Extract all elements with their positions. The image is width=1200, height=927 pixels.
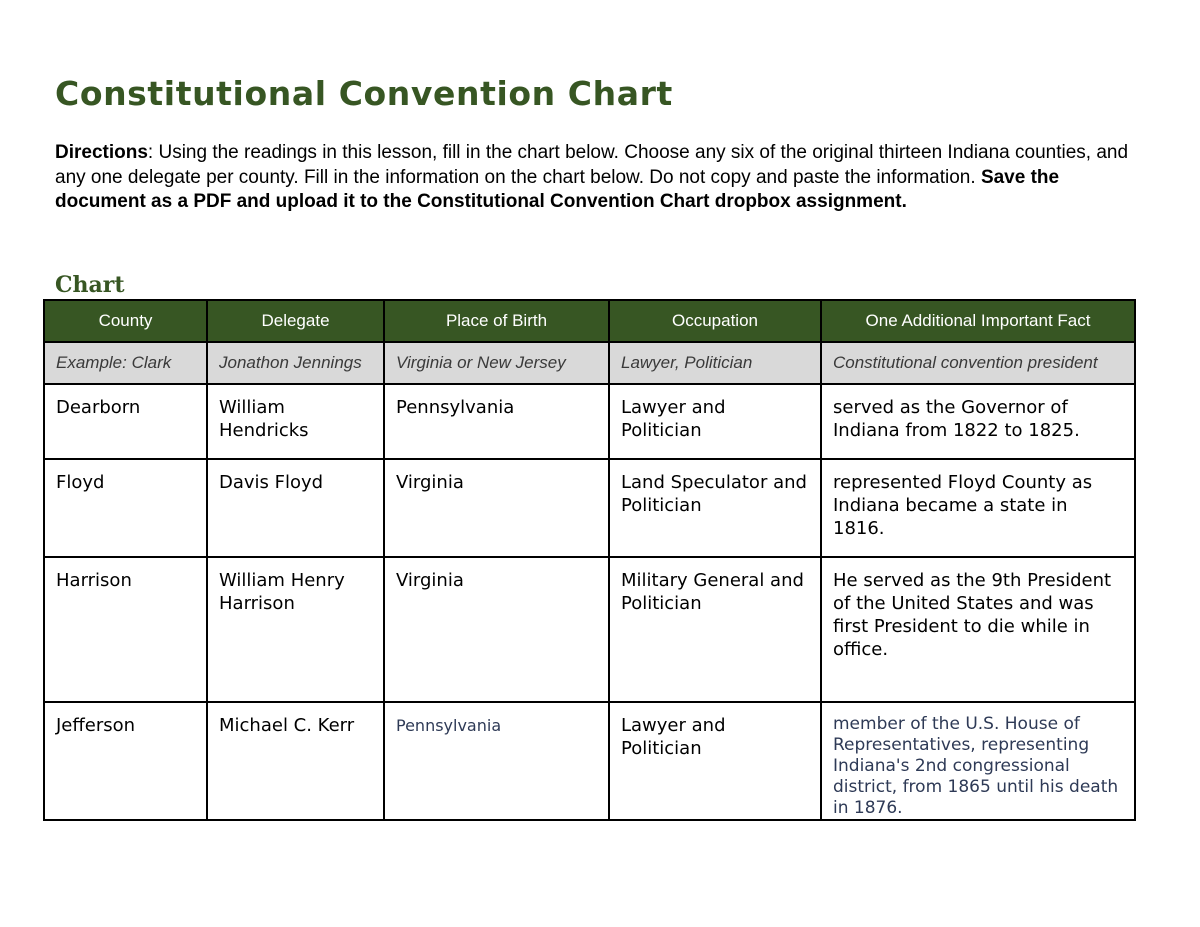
cell-occupation[interactable]: Lawyer and Politician [609,702,821,820]
directions-paragraph [55,141,1145,215]
example-county: Example: Clark [44,342,207,384]
cell-place-of-birth[interactable]: Virginia [384,459,609,557]
cell-occupation[interactable]: Military General and Politician [609,557,821,702]
cell-place-of-birth[interactable]: Pennsylvania [384,384,609,459]
section-heading-chart: Chart [55,272,125,298]
cell-delegate[interactable]: Davis Floyd [207,459,384,557]
header-additional-fact: One Additional Important Fact [821,300,1135,342]
cell-delegate[interactable]: William Hendricks [207,384,384,459]
example-fact: Constitutional convention president [821,342,1135,384]
directions-text: Using the readings in this lesson, fill in the chart below. Choose any six of the original thirteen Indiana counties, and any one delegate per county. Fill in the information on the chart below. Do not copy and paste the information. [55,142,1129,188]
cell-county[interactable]: Floyd [44,459,207,557]
cell-place-of-birth[interactable]: Pennsylvania [384,702,609,820]
cell-delegate[interactable]: Michael C. Kerr [207,702,384,820]
table-row [44,384,1135,459]
table-header-row [44,300,1135,342]
cell-fact[interactable]: represented Floyd County as Indiana became a state in 1816. [821,459,1135,557]
example-occupation: Lawyer, Politician [609,342,821,384]
cell-occupation[interactable]: Lawyer and Politician [609,384,821,459]
cell-occupation[interactable]: Land Speculator and Politician [609,459,821,557]
cell-county[interactable]: Harrison [44,557,207,702]
table-row [44,459,1135,557]
table-row [44,702,1135,820]
cell-county[interactable]: Dearborn [44,384,207,459]
cell-fact[interactable]: served as the Governor of Indiana from 1822 to 1825. [821,384,1135,459]
cell-fact[interactable]: member of the U.S. House of Representatives, representing Indiana's 2nd congressional district, from 1865 until his death in 1876. [821,702,1135,820]
header-place-of-birth: Place of Birth [384,300,609,342]
cell-county[interactable]: Jefferson [44,702,207,820]
convention-table [43,299,1136,821]
example-place-of-birth: Virginia or New Jersey [384,342,609,384]
directions-label: Directions [55,142,148,163]
example-row [44,342,1135,384]
example-delegate: Jonathon Jennings [207,342,384,384]
header-occupation: Occupation [609,300,821,342]
page-title: Constitutional Convention Chart [55,74,673,113]
cell-fact[interactable]: He served as the 9th President of the United States and was first President to die while in office. [821,557,1135,702]
header-county: County [44,300,207,342]
cell-place-of-birth[interactable]: Virginia [384,557,609,702]
directions-colon: : [147,142,154,163]
header-delegate: Delegate [207,300,384,342]
cell-delegate[interactable]: William Henry Harrison [207,557,384,702]
table-row [44,557,1135,702]
directions-emphasis: Save the document as a PDF and upload it to the Constitutional Convention Chart dropbox assignment. [55,166,1060,212]
